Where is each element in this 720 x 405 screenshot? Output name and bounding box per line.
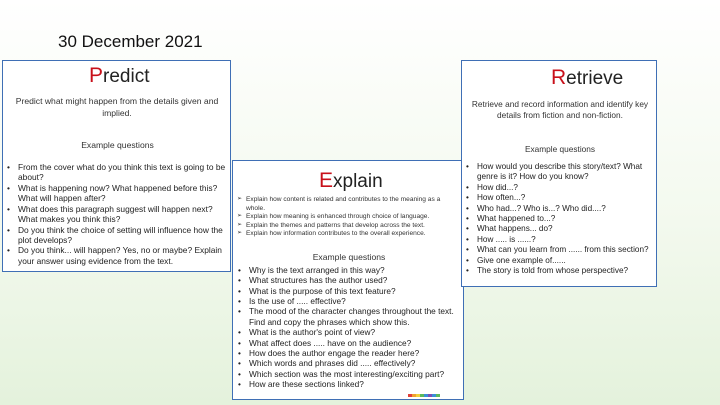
predict-example-heading: Example questions	[81, 140, 154, 150]
explain-heading-initial: E	[319, 169, 334, 192]
list-item: • Which words and phrases did ..... effectively?	[237, 358, 461, 368]
list-item: • What can you learn from ...... from this section?	[465, 245, 655, 255]
list-item: • How did...?	[465, 183, 655, 193]
retrieve-heading-rest: etrieve	[566, 68, 624, 89]
retrieve-example-heading: Example questions	[524, 144, 596, 154]
list-item: • From the cover what do you think this text is going to be about?	[6, 162, 228, 183]
list-item: • How often...?	[465, 193, 655, 203]
list-item: • How does the author engage the reader here?	[237, 348, 461, 358]
list-item: • Give one example of......	[465, 256, 655, 266]
list-item: • How would you describe this story/text? What genre is it? How do you know?	[465, 162, 655, 183]
slide-date: 30 December 2021	[58, 32, 203, 51]
list-item: • How are these sections linked?	[237, 379, 461, 389]
list-item: • How ..... is ......?	[465, 235, 655, 245]
list-item: ➢ Explain how content is related and contributes to the meaning as a whole.	[237, 196, 461, 213]
list-item: • What is the author's point of view?	[237, 327, 461, 337]
list-item: • Who had...? Who is...? Who did....?	[465, 204, 655, 214]
predict-card	[2, 60, 231, 272]
explain-heading-rest: xplain	[333, 171, 383, 192]
explain-question-list	[237, 265, 461, 389]
retrieve-question-list	[465, 162, 655, 276]
color-strip-decoration	[408, 394, 440, 397]
list-item: ➢ Explain how meaning is enhanced through choice of language.	[237, 213, 461, 222]
explain-point-list	[237, 196, 461, 239]
list-item: • Do you think... will happen? Yes, no or maybe? Explain your answer using evidence from the text.	[6, 245, 228, 266]
list-item: • Why is the text arranged in this way?	[237, 265, 461, 275]
predict-question-list	[6, 162, 228, 266]
retrieve-card	[461, 60, 657, 287]
retrieve-intro: Retrieve and record information and identify key details from fiction and non-fiction.	[471, 99, 649, 121]
list-item: • What affect does ..... have on the audience?	[237, 338, 461, 348]
list-item: • What happened to...?	[465, 214, 655, 224]
list-item: • What is the purpose of this text feature?	[237, 286, 461, 296]
list-item: • What structures has the author used?	[237, 275, 461, 285]
list-item: • Do you think the choice of setting will influence how the plot develops?	[6, 225, 228, 246]
explain-heading	[319, 169, 383, 193]
retrieve-heading-initial: R	[551, 66, 567, 89]
list-item: • The story is told from whose perspective?	[465, 266, 655, 276]
predict-heading-initial: P	[89, 64, 104, 87]
list-item: • The mood of the character changes throughout the text. Find and copy the phrases which show this.	[237, 306, 461, 327]
list-item: • What does this paragraph suggest will happen next? What makes you think this?	[6, 204, 228, 225]
list-item: ➢ Explain the themes and patterns that develop across the text.	[237, 222, 461, 231]
explain-card	[232, 160, 464, 400]
explain-example-heading: Example questions	[312, 252, 386, 262]
predict-heading	[89, 64, 149, 88]
list-item: • Is the use of ..... effective?	[237, 296, 461, 306]
list-item: • What happens... do?	[465, 224, 655, 234]
predict-intro: Predict what might happen from the details given and implied.	[15, 96, 219, 118]
list-item: • What is happening now? What happened before this? What will happen after?	[6, 183, 228, 204]
predict-heading-rest: redict	[103, 66, 150, 87]
list-item: • Which section was the most interesting/exciting part?	[237, 369, 461, 379]
list-item: ➢ Explain how information contributes to the overall experience.	[237, 230, 461, 239]
retrieve-heading	[551, 66, 623, 90]
